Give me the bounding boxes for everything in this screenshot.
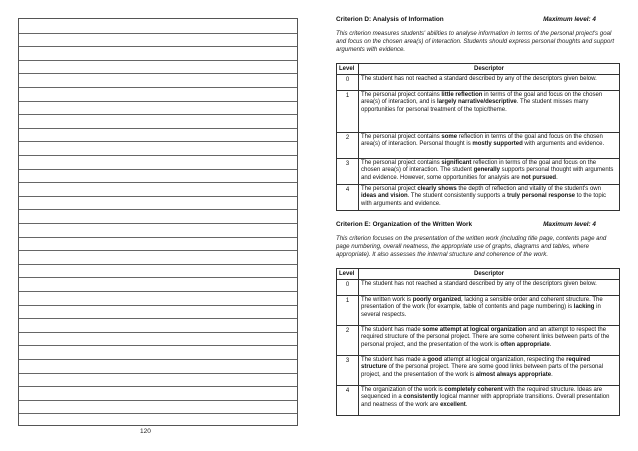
emphasis-text: some [441, 134, 458, 140]
descriptor-text: supports personal thought with arguments and evidence. However, some opportunities for analysis are [361, 167, 614, 181]
emphasis-text: some attempt at logical organization [422, 327, 527, 333]
rubric-row [337, 326, 620, 356]
descriptor-text: . [551, 371, 553, 378]
descriptor-text: The organization of the work is [361, 387, 445, 393]
ruled-line [19, 196, 297, 197]
emphasis-text: clearly shows [417, 186, 457, 192]
ruled-line [19, 305, 297, 306]
criterion-e-title: Criterion E: Organization of the Written Work [336, 221, 473, 228]
emphasis-text: generally [473, 167, 500, 174]
emphasis-text: required structure [361, 357, 591, 371]
ruled-line [19, 345, 297, 346]
rubric-row [337, 386, 620, 416]
descriptor-text: to the topic with arguments and evidence. [361, 193, 607, 207]
rubric-row [337, 159, 620, 185]
descriptor-cell [359, 296, 620, 326]
descriptor-column-header: Descriptor [359, 64, 620, 75]
ruled-line [19, 223, 297, 224]
emphasis-text: not pursued [521, 174, 557, 181]
ruled-line [19, 169, 297, 170]
ruled-line [19, 60, 297, 61]
criterion-d-max-level: Maximum level: 4 [543, 16, 596, 23]
ruled-line [19, 291, 297, 292]
level-cell: 3 [337, 356, 359, 386]
rubric-row [337, 280, 620, 296]
level-cell: 0 [337, 280, 359, 296]
criterion-d-title: Criterion D: Analysis of Information [336, 16, 444, 23]
descriptor-cell [359, 280, 620, 296]
ruled-line [19, 250, 297, 251]
descriptor-text: and an attempt to respect the required structure of the personal project. There are some coherent links between parts of the personal project, and the presentation of the work is [361, 327, 610, 348]
level-column-header: Level [337, 269, 359, 280]
descriptor-text: in terms of the goal and focus on the chosen area(s) of interaction, and is [361, 92, 603, 106]
level-cell: 1 [337, 296, 359, 326]
descriptor-text: The student has made [361, 327, 423, 333]
descriptor-text: . The student consistently supports a [407, 193, 507, 200]
ruled-line [19, 209, 297, 210]
level-cell: 2 [337, 133, 359, 159]
descriptor-text: logical manner with appropriate transitions. Overall presentation and neatness of the work are [361, 394, 610, 408]
page-number: 120 [140, 428, 151, 435]
emphasis-text: significant [441, 160, 472, 166]
emphasis-text: completely coherent [444, 387, 503, 393]
ruled-line [19, 386, 297, 387]
descriptor-cell [359, 386, 620, 416]
descriptor-text: The personal project [361, 186, 418, 192]
descriptor-text: attempt at logical organization, respecting the [442, 357, 567, 363]
criterion-d-description: This criterion measures students' abilities to analyse information in terms of the personal project's goal and focus on the chosen area(s) of interaction. Students should express personal thoughts and support arguments with evidence. [336, 30, 615, 53]
emphasis-text: excellent [440, 401, 466, 408]
level-cell: 4 [337, 185, 359, 211]
criterion-d-header [336, 16, 620, 23]
descriptor-text: reflection in terms of the goal and focus on the chosen area(s) of interaction. Personal thought is [361, 134, 603, 148]
descriptor-text: . The student misses many opportunities for personal treatment of the topic/theme. [361, 99, 589, 113]
rubric-row [337, 296, 620, 326]
descriptor-column-header: Descriptor [359, 269, 620, 280]
emphasis-text: almost always appropriate [475, 371, 552, 378]
criterion-d-section [336, 16, 620, 207]
rubric-row [337, 75, 620, 91]
descriptor-cell [359, 356, 620, 386]
criterion-e-description: This criterion focuses on the presentation of the written work (including title page, contents page and page numbering, overall neatness, the appropriate use of graphs, diagrams and tables, where appropriate). It also assesses the internal structure and coherence of the work. [336, 235, 607, 258]
descriptor-text: with the required structure. Ideas are sequenced in a [361, 387, 603, 401]
ruled-line [19, 114, 297, 115]
ruled-line [19, 332, 297, 333]
rubric-row [337, 185, 620, 211]
descriptor-text: The student has not reached a standard described by any of the descriptors given below. [361, 76, 597, 82]
criterion-e-max-level: Maximum level: 4 [543, 221, 596, 228]
ruled-line [19, 73, 297, 74]
criterion-e-table [336, 268, 620, 416]
table-header-row [337, 269, 620, 280]
descriptor-cell [359, 133, 620, 159]
criterion-e-section [336, 221, 620, 408]
ruled-line [19, 33, 297, 34]
ruled-line [19, 318, 297, 319]
ruled-line [19, 237, 297, 238]
ruled-line [19, 359, 297, 360]
level-cell: 2 [337, 326, 359, 356]
descriptor-text: The personal project contains [361, 134, 442, 140]
ruled-line [19, 101, 297, 102]
descriptor-text: reflection in terms of the goal and focus on the chosen area(s) of interaction. The student [361, 160, 597, 174]
descriptor-text: the depth of reflection and vitality of the student's own [456, 186, 601, 192]
level-cell: 3 [337, 159, 359, 185]
descriptor-cell [359, 159, 620, 185]
ruled-line [19, 141, 297, 142]
rubric-row [337, 356, 620, 386]
table-header-row [337, 64, 620, 75]
descriptor-text: The written work is [361, 297, 413, 303]
criterion-e-header [336, 221, 620, 228]
ruled-line [19, 46, 297, 47]
emphasis-text: little reflection [441, 92, 483, 98]
descriptor-text: in several respects. [361, 304, 601, 318]
descriptor-text: The student has not reached a standard described by any of the descriptors given below. [361, 281, 597, 287]
emphasis-text: often appropriate [500, 341, 550, 348]
descriptor-text: The personal project contains [361, 92, 442, 98]
ruled-notes-page [18, 18, 298, 426]
level-column-header: Level [337, 64, 359, 75]
descriptor-text: . [549, 341, 552, 348]
ruled-line [19, 128, 297, 129]
emphasis-text: lacking [573, 304, 595, 311]
descriptor-cell [359, 91, 620, 133]
emphasis-text: poorly organized [412, 297, 462, 303]
descriptor-cell [359, 326, 620, 356]
emphasis-text: largely narrative/descriptive [437, 99, 517, 106]
descriptor-text: The student has made a [361, 357, 428, 363]
level-cell: 4 [337, 386, 359, 416]
ruled-line [19, 264, 297, 265]
level-cell: 0 [337, 75, 359, 91]
descriptor-cell [359, 75, 620, 91]
ruled-line [19, 400, 297, 401]
descriptor-text: . [465, 401, 468, 408]
descriptor-text: with arguments and evidence. [522, 141, 605, 148]
ruled-line [19, 155, 297, 156]
descriptor-text: The personal project contains [361, 160, 442, 166]
descriptor-text: . [556, 174, 558, 181]
level-cell: 1 [337, 91, 359, 133]
ruled-line [19, 373, 297, 374]
criterion-d-table [336, 63, 620, 211]
emphasis-text: ideas and vision [361, 193, 408, 200]
rubric-row [337, 91, 620, 133]
rubric-row [337, 133, 620, 159]
descriptor-cell [359, 185, 620, 211]
descriptor-text: of the personal project. There are some good links between parts of the personal project, and the presentation of the work is [361, 364, 604, 378]
emphasis-text: truly personal response [506, 193, 575, 200]
ruled-line [19, 413, 297, 414]
emphasis-text: mostly supported [472, 141, 523, 148]
emphasis-text: good [427, 357, 443, 363]
ruled-line [19, 87, 297, 88]
ruled-line [19, 277, 297, 278]
emphasis-text: consistently [403, 394, 439, 401]
ruled-line [19, 182, 297, 183]
descriptor-text: , lacking a sensible order and coherent structure. The presentation of the work (for example, table of contents and page numbering) is [361, 297, 603, 311]
